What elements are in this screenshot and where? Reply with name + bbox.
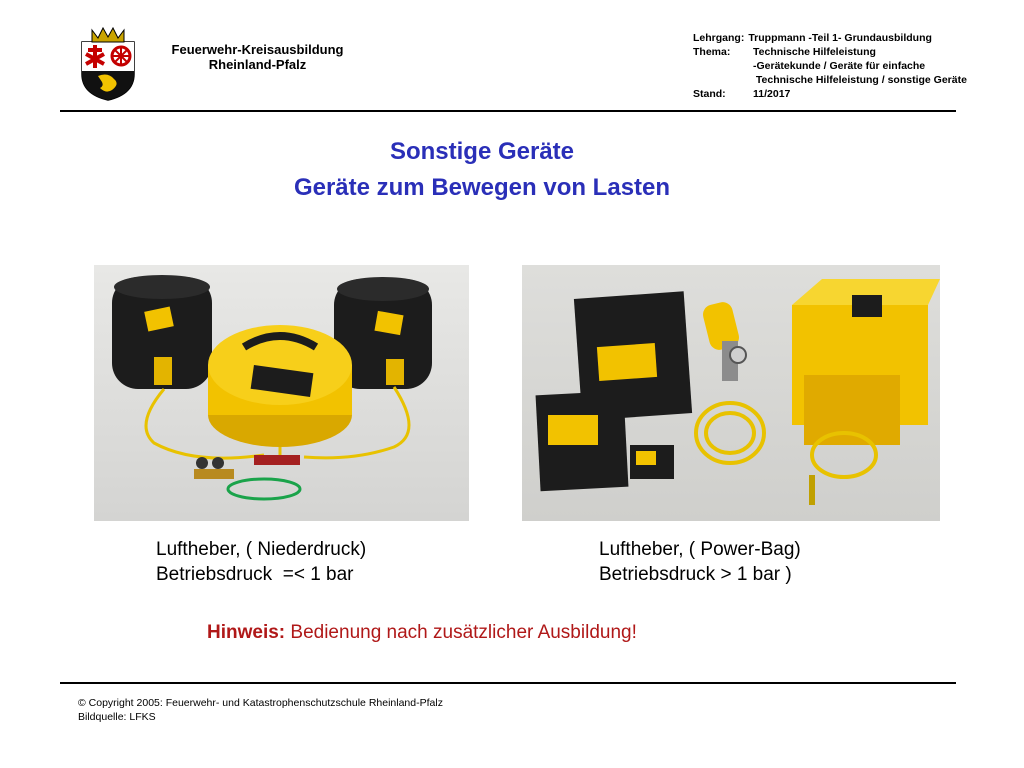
footer-divider xyxy=(60,682,956,684)
caption-right xyxy=(599,537,801,587)
caption-right-line-1: Luftheber, ( Power-Bag) xyxy=(599,539,801,560)
thema-value-3: Technische Hilfeleistung / sonstige Geräte xyxy=(753,74,967,86)
note-text: Bedienung nach zusätzlicher Ausbildung! xyxy=(285,622,637,643)
power-bag-lifting-set-photo xyxy=(522,265,940,521)
caption-left-line-1: Luftheber, ( Niederdruck) xyxy=(156,539,367,560)
safety-note xyxy=(207,622,637,644)
thema-value-1: Technische Hilfeleistung xyxy=(753,46,876,58)
stand-label: Stand: xyxy=(693,88,726,100)
caption-left xyxy=(156,537,366,587)
thema-value-2: -Gerätekunde / Geräte für einfache xyxy=(753,60,926,72)
slide-subtitle: Geräte zum Bewegen von Lasten xyxy=(293,174,671,201)
org-line-1: Feuerwehr-Kreisausbildung xyxy=(171,42,344,57)
coat-of-arms-icon xyxy=(78,24,138,102)
stand-value: 11/2017 xyxy=(753,88,791,100)
header-divider xyxy=(60,110,956,112)
note-label: Hinweis: xyxy=(207,622,286,643)
caption-right-line-2: Betriebsdruck > 1 bar ) xyxy=(599,564,792,585)
lehrgang-label: Lehrgang: xyxy=(693,32,745,44)
org-line-2: Rheinland-Pfalz xyxy=(208,57,307,72)
copyright-text: © Copyright 2005: Feuerwehr- und Katastrophenschutzschule Rheinland-Pfalz xyxy=(78,697,443,709)
image-source-text: Bildquelle: LFKS xyxy=(78,711,156,723)
organisation-name xyxy=(150,42,365,72)
caption-left-line-2: Betriebsdruck =< 1 bar xyxy=(156,564,354,585)
lehrgang-value: Truppmann -Teil 1- Grundausbildung xyxy=(748,32,932,44)
thema-label: Thema: xyxy=(693,46,731,58)
low-pressure-lifting-bags-photo xyxy=(94,265,469,521)
course-info xyxy=(693,31,1013,101)
slide-title: Sonstige Geräte xyxy=(389,138,575,165)
footer xyxy=(78,696,443,724)
